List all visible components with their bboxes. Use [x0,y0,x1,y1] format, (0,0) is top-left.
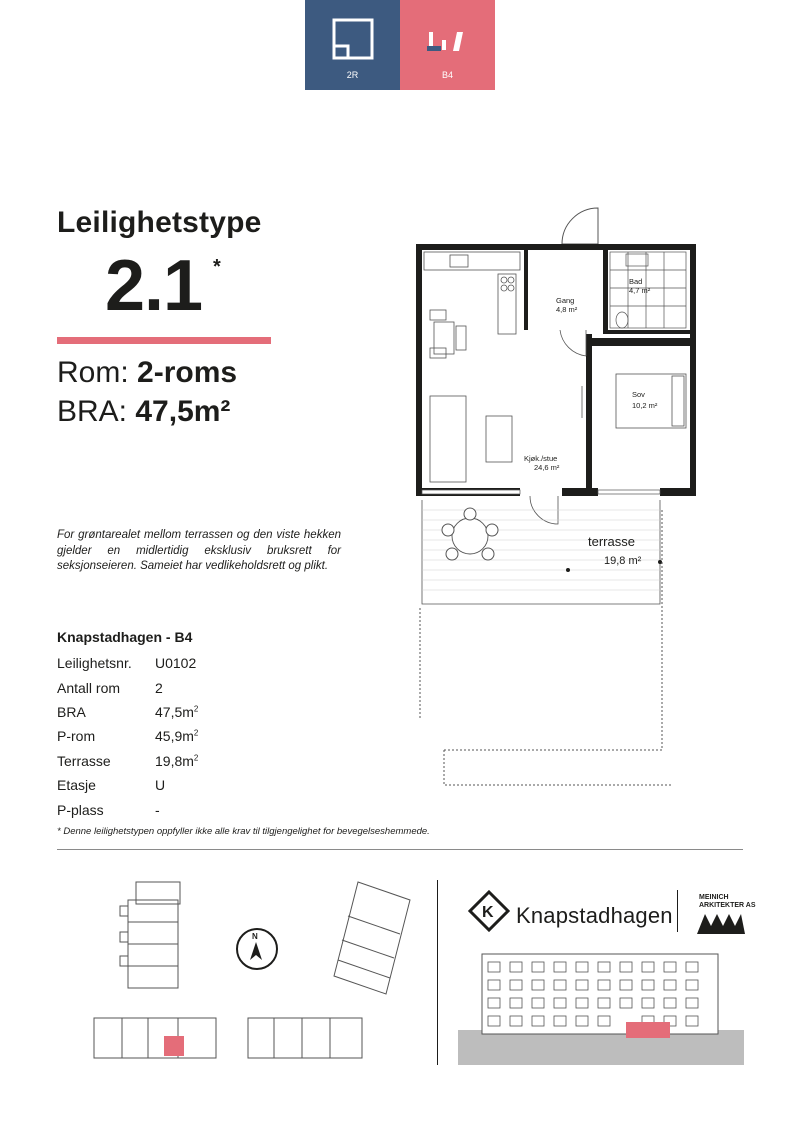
room-area-sov: 10,2 m² [632,401,658,410]
spec-value: $47,5m^2$ [155,703,199,720]
knapstadhagen-logo-icon [468,890,510,932]
site-plan-1 [90,876,220,1061]
site-plan-2 [240,876,420,1061]
spec-value: U [155,777,166,794]
accessibility-footnote: * Denne leilighetstypen oppfyller ikke alle krav til tilgjengelighet for bevegelseshemmede. [57,826,430,837]
spec-key: P-rom [57,728,96,745]
spec-row [57,675,198,699]
spec-value: $19,8m^2$ [155,752,199,769]
room-area-gang: 4,8 m² [556,305,578,314]
floor-plan [400,200,720,800]
room-label-sov: Sov [632,390,645,399]
brand-name: Knapstadhagen [516,903,673,928]
brand-divider [677,890,678,932]
spec-row [57,700,198,724]
room-label-gang: Gang [556,296,575,305]
spec-key: BRA [57,703,86,720]
apartment-type-number: 2.1 [105,246,203,326]
spec-row [57,651,198,675]
section-divider [437,880,438,1065]
spec-value: - [155,801,160,818]
tab-2r[interactable] [305,0,400,90]
bra-label: BRA: [57,395,136,428]
tab-b4-label: B4 [441,70,453,80]
apartment-type-title: Leilighetstype [57,206,262,239]
apartment-type-asterisk: * [213,256,221,278]
terrace [422,500,662,604]
room-label-bad: Bad [629,277,643,286]
terrace-label: terrasse [588,534,635,549]
specs-title: Knapstadhagen - B4 [57,629,193,645]
building-elevation [458,950,744,1065]
entry-door [562,208,598,244]
room-count-line [57,356,237,390]
tab-b4[interactable] [400,0,495,90]
spec-row [57,724,198,748]
room-area-kitchen: 24,6 m² [534,463,560,472]
architect-name: MEINICH ARKITEKTER AS [699,894,756,909]
spec-key: Antall rom [57,679,121,696]
spec-value: 2 [155,679,163,696]
spec-row [57,797,198,821]
room-area-bad: 4,7 m² [629,286,651,295]
terrace-area: 19,8 m² [604,555,642,567]
green-area-note: For grøntarealet mellom terrassen og den viste hekken gjelder en midlertidig eksklusiv bruksrett for seksjonseieren. Sameiet har vedlikeholdsrett og plikt. [57,529,341,572]
accent-rule [57,337,271,344]
spec-key: P-plass [57,801,104,818]
bra-value: 47,5m² [135,395,231,428]
compass-north-label: N [252,932,258,941]
room-count-label: Rom: [57,356,138,389]
spec-value: U0102 [155,655,197,672]
spec-row [57,773,198,797]
logo-letter: K [482,904,494,921]
spec-key: Leilighetsnr. [57,655,132,672]
floorplan-icon [332,18,374,60]
specs-table [57,651,198,822]
spec-row [57,749,198,773]
windows [422,490,660,494]
kitchen-fixtures [424,252,520,482]
room-count-value: 2-roms [137,356,238,389]
divider [57,849,743,850]
tab-2r-label: 2R [346,70,359,80]
architect-logo-icon [697,912,745,934]
room-label-kitchen: Kjøk./stue [524,454,558,463]
building-icon [425,18,471,60]
spec-value: $45,9m^2$ [155,728,199,745]
spec-key: Terrasse [57,752,111,769]
spec-key: Etasje [57,777,96,794]
bra-line [57,395,230,429]
